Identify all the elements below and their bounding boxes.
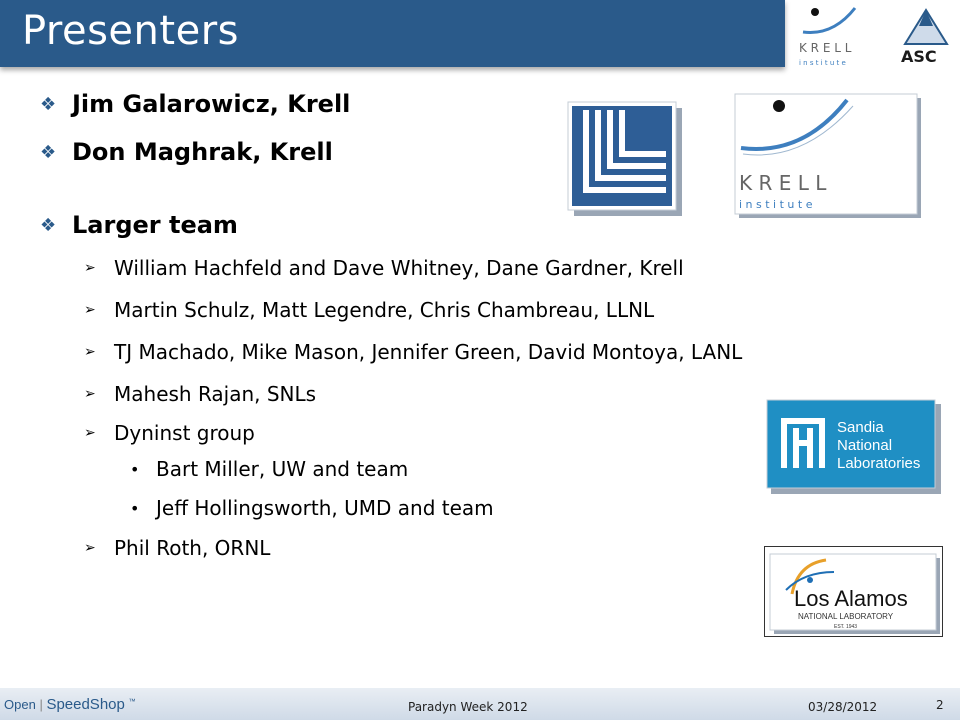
krell-header-text: K R E L L [799,41,852,55]
dyninst-item: • Jeff Hollingsworth, UMD and team [130,496,494,520]
team-heading: ❖ Larger team [40,211,238,239]
openspeedshop-logo: Open | SpeedShop ™ [4,696,136,713]
krell-sub-text: i n s t i t u t e [739,198,813,211]
title-bar [0,0,785,67]
sandia-line1: Sandia [837,419,884,436]
team-item: ➢ Dyninst group [84,421,255,445]
lanl-est-text: EST. 1943 [834,624,858,630]
krell-header-logo [793,2,889,68]
krell-text: K R E L L [739,171,827,195]
presenter-item: ❖ Don Maghrak, Krell [40,138,333,166]
los-alamos-text: Los Alamos [794,586,908,611]
dyninst-item: • Bart Miller, UW and team [130,457,409,481]
arrow-bullet-icon: ➢ [84,260,96,276]
brand-open: Open [4,697,36,712]
krell-logo [733,92,923,220]
lanl-sub-text: NATIONAL LABORATORY [798,612,894,621]
asc-logo [893,2,959,68]
presenter-item: ❖ Jim Galarowicz, Krell [40,90,351,118]
dot-bullet-icon: • [130,498,140,518]
brand-speedshop: SpeedShop [46,696,125,713]
llnl-logo [566,100,684,218]
arrow-bullet-icon: ➢ [84,302,96,318]
diamond-bullet-icon: ❖ [40,141,57,163]
sandia-logo [765,398,941,494]
sandia-line3: Laboratories [837,455,921,472]
slide-title: Presenters [22,8,239,54]
team-item: ➢ TJ Machado, Mike Mason, Jennifer Green, David Montoya, LANL [84,340,743,364]
krell-header-sub: i n s t i t u t e [799,59,846,67]
asc-text: ASC [901,47,937,66]
team-item: ➢ Mahesh Rajan, SNLs [84,382,317,406]
footer-date: 03/28/2012 [808,700,878,714]
team-item: ➢ Martin Schulz, Matt Legendre, Chris Chambreau, LLNL [84,298,655,322]
team-item: ➢ Phil Roth, ORNL [84,536,271,560]
footer-event: Paradyn Week 2012 [408,700,528,714]
diamond-bullet-icon: ❖ [40,93,57,115]
dot-bullet-icon: • [130,459,140,479]
team-item: ➢ William Hachfeld and Dave Whitney, Dane Gardner, Krell [84,256,684,280]
sandia-line2: National [837,437,893,454]
arrow-bullet-icon: ➢ [84,540,96,556]
page-number: 2 [936,698,944,712]
brand-tm: ™ [128,698,136,706]
arrow-bullet-icon: ➢ [84,386,96,402]
los-alamos-logo [764,546,944,638]
diamond-bullet-icon: ❖ [40,214,57,236]
arrow-bullet-icon: ➢ [84,344,96,360]
arrow-bullet-icon: ➢ [84,425,96,441]
